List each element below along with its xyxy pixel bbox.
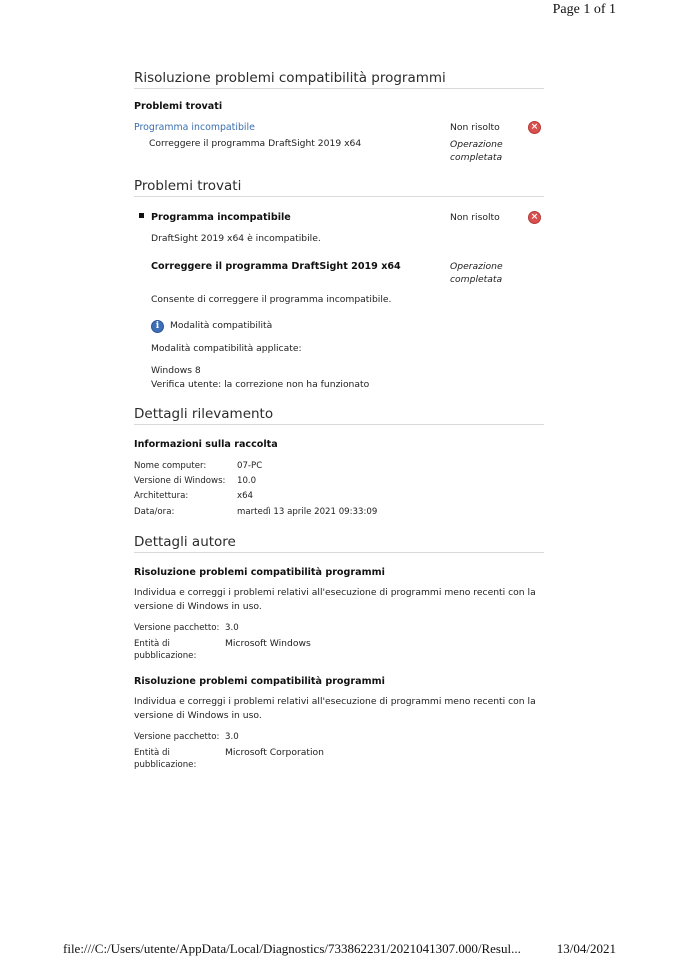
error-icon: × bbox=[528, 121, 541, 134]
publisher-value: Microsoft Windows bbox=[225, 638, 311, 649]
collection-info-heading: Informazioni sulla raccolta bbox=[134, 439, 278, 450]
detail-label: Versione di Windows: bbox=[134, 476, 226, 486]
detail-label: Data/ora: bbox=[134, 507, 175, 517]
author-heading: Dettagli autore bbox=[134, 534, 236, 550]
issue-title: Programma incompatibile bbox=[151, 212, 291, 223]
publisher-label: Entità di pubblicazione: bbox=[134, 748, 197, 770]
divider bbox=[134, 424, 544, 425]
fix-title: Correggere il programma DraftSight 2019 x64 bbox=[151, 261, 401, 272]
detection-heading: Dettagli rilevamento bbox=[134, 406, 274, 422]
detail-value: 10.0 bbox=[237, 476, 257, 486]
fix-status: Operazione completata bbox=[450, 261, 503, 285]
fix-text: Correggere il programma DraftSight 2019 x64 bbox=[149, 138, 362, 149]
package-description: Individua e correggi i problemi relativi all'esecuzione di programmi meno recenti con la versione di Windows in uso. bbox=[134, 696, 536, 721]
fix-description: Consente di correggere il programma incompatibile. bbox=[151, 294, 392, 305]
detail-value: martedì 13 aprile 2021 09:33:09 bbox=[237, 507, 378, 517]
divider bbox=[134, 196, 544, 197]
summary-heading: Problemi trovati bbox=[134, 101, 223, 112]
package-title: Risoluzione problemi compatibilità programmi bbox=[134, 567, 385, 578]
issue-status: Non risolto bbox=[450, 122, 500, 133]
footer-date: 13/04/2021 bbox=[556, 941, 616, 956]
fix-status: Operazione completata bbox=[450, 139, 503, 163]
problems-heading: Problemi trovati bbox=[134, 178, 242, 194]
issue-link[interactable]: Programma incompatibile bbox=[134, 122, 255, 133]
package-version-value: 3.0 bbox=[225, 732, 239, 742]
report-title: Risoluzione problemi compatibilità programmi bbox=[134, 70, 446, 86]
footer-file-path: file:///C:/Users/utente/AppData/Local/Diagnostics/733862231/2021041307.000/Resul... bbox=[63, 941, 521, 956]
divider bbox=[134, 88, 544, 89]
error-icon: × bbox=[528, 211, 541, 224]
publisher-label: Entità di pubblicazione: bbox=[134, 639, 197, 661]
compat-mode-label: Modalità compatibilità bbox=[170, 320, 273, 331]
publisher-value: Microsoft Corporation bbox=[225, 747, 325, 758]
package-version-label: Versione pacchetto: bbox=[134, 623, 220, 633]
package-version-value: 3.0 bbox=[225, 623, 239, 633]
compat-mode-applied: Modalità compatibilità applicate: bbox=[151, 343, 302, 354]
package-description: Individua e correggi i problemi relativi all'esecuzione di programmi meno recenti con la versione di Windows in uso. bbox=[134, 587, 536, 612]
package-version-label: Versione pacchetto: bbox=[134, 732, 220, 742]
bullet-icon bbox=[139, 213, 144, 218]
page-number: Page 1 of 1 bbox=[552, 2, 616, 17]
divider bbox=[134, 552, 544, 553]
verify-result: Verifica utente: la correzione non ha funzionato bbox=[151, 379, 370, 390]
issue-description: DraftSight 2019 x64 è incompatibile. bbox=[151, 233, 321, 244]
detail-label: Architettura: bbox=[134, 491, 189, 501]
detail-value: x64 bbox=[237, 491, 254, 501]
compat-mode-value: Windows 8 bbox=[151, 365, 201, 376]
detail-value: 07-PC bbox=[237, 461, 263, 471]
detail-label: Nome computer: bbox=[134, 461, 207, 471]
info-icon: i bbox=[151, 320, 164, 333]
issue-status: Non risolto bbox=[450, 212, 500, 223]
package-title: Risoluzione problemi compatibilità programmi bbox=[134, 676, 385, 687]
